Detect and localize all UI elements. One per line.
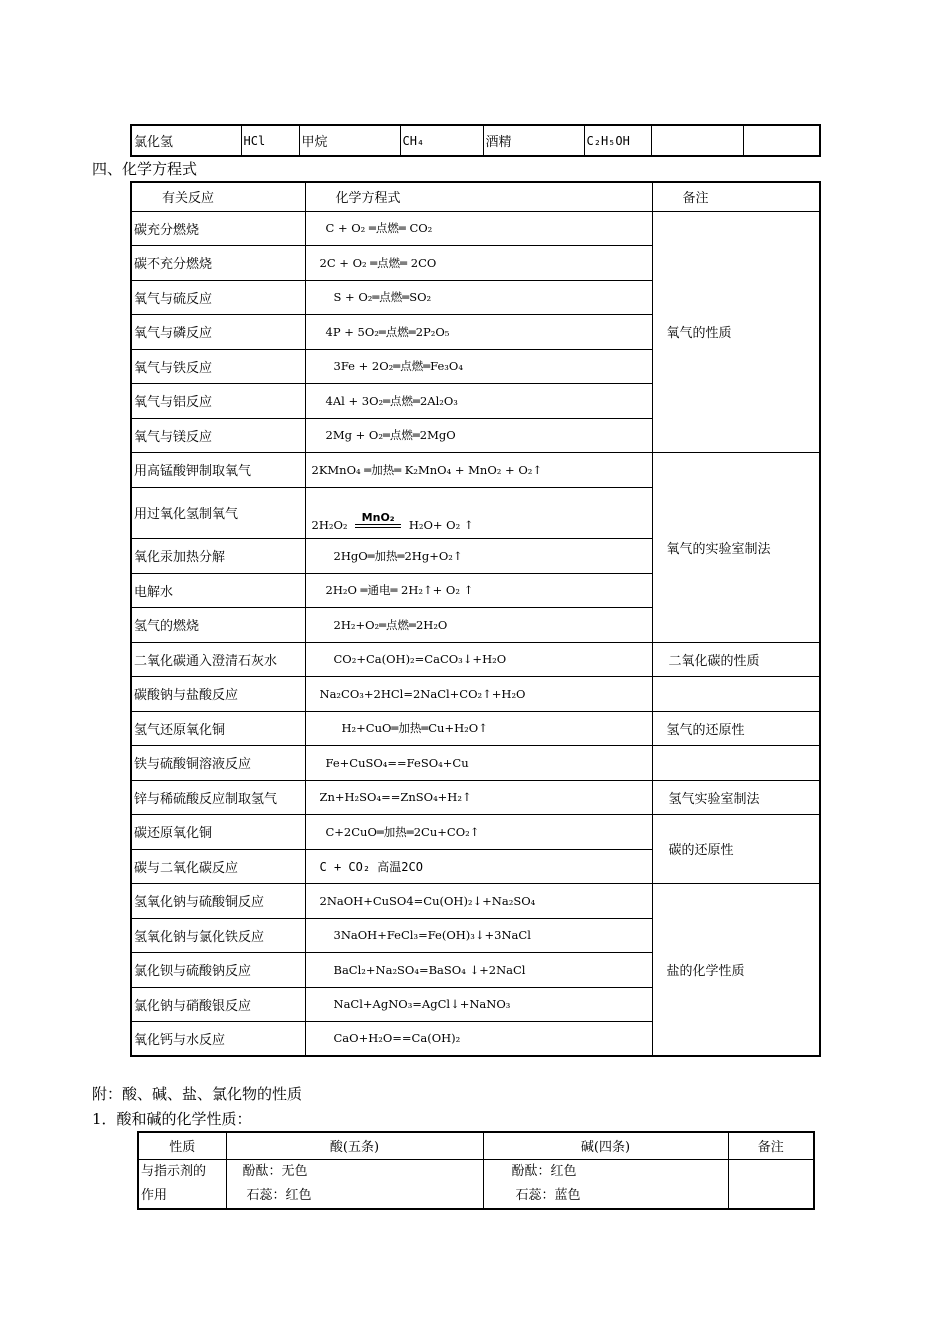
header-reaction: 有关反应 xyxy=(131,182,305,211)
equation: 2H₂+O₂═点燃═2H₂O xyxy=(305,607,652,642)
eq-right: H₂O+ O₂ ↑ xyxy=(408,517,474,532)
reaction-name: 碳充分燃烧 xyxy=(131,211,305,245)
table-cell xyxy=(743,125,820,156)
acid-line: 石蕊：红色 xyxy=(246,1187,312,1203)
table-row xyxy=(131,211,820,245)
reaction-name: 碳酸钠与盐酸反应 xyxy=(131,676,305,711)
equation: S + O₂═点燃═SO₂ xyxy=(305,280,652,314)
header-acid: 酸(五条) xyxy=(226,1132,483,1159)
reaction-name: 氢氧化钠与硫酸铜反应 xyxy=(131,883,305,918)
reaction-name: 碳还原氧化铜 xyxy=(131,814,305,849)
catalyst-marker xyxy=(355,512,401,532)
note-salt-props: 盐的化学性质 xyxy=(652,883,820,1056)
section-title: 四、化学方程式 xyxy=(92,160,198,178)
acid-base-table xyxy=(137,1131,815,1210)
table-header-row xyxy=(131,182,820,211)
table-cell: 甲烷 xyxy=(299,125,400,156)
note-h2-reducing: 氢气的还原性 xyxy=(652,711,820,745)
note-co2-props: 二氧化碳的性质 xyxy=(652,642,820,676)
reaction-name: 氧化汞加热分解 xyxy=(131,538,305,573)
equation: BaCl₂+Na₂SO₄=BaSO₄ ↓+2NaCl xyxy=(305,952,652,987)
reaction-name: 氢气还原氧化铜 xyxy=(131,711,305,745)
equation-table xyxy=(130,181,821,1057)
double-line-icon xyxy=(355,524,401,528)
property-cell xyxy=(138,1159,226,1209)
equation: Zn+H₂SO₄==ZnSO₄+H₂↑ xyxy=(305,780,652,814)
base-line: 酚酞：红色 xyxy=(511,1163,577,1179)
equation: 4P + 5O₂═点燃═2P₂O₅ xyxy=(305,314,652,349)
note-empty xyxy=(652,676,820,711)
appendix-title: 附：酸、碱、盐、氯化物的性质 xyxy=(92,1085,303,1103)
header-notes: 备注 xyxy=(728,1132,814,1159)
table-row xyxy=(131,125,820,156)
equation: C + O₂ ═点燃═ CO₂ xyxy=(305,211,652,245)
note-cell xyxy=(728,1159,814,1209)
note-h2-lab: 氢气实验室制法 xyxy=(652,780,820,814)
note-c-reducing: 碳的还原性 xyxy=(652,814,820,883)
equation: CO₂+Ca(OH)₂=CaCO₃↓+H₂O xyxy=(305,642,652,676)
equation: Na₂CO₃+2HCl=2NaCl+CO₂↑+H₂O xyxy=(305,676,652,711)
reaction-name: 氧气与铁反应 xyxy=(131,349,305,383)
reaction-name: 氢氧化钠与氯化铁反应 xyxy=(131,918,305,952)
header-notes: 备注 xyxy=(652,182,820,211)
equation: C+2CuO═加热═2Cu+CO₂↑ xyxy=(305,814,652,849)
table-cell: 酒精 xyxy=(483,125,584,156)
note-oxygen-lab: 氧气的实验室制法 xyxy=(652,452,820,642)
acid-cell xyxy=(226,1159,483,1209)
reaction-name: 氧气与磷反应 xyxy=(131,314,305,349)
reaction-name: 氯化钠与硝酸银反应 xyxy=(131,987,305,1021)
table-cell: CH₄ xyxy=(400,125,483,156)
reaction-name: 氧气与镁反应 xyxy=(131,418,305,452)
reaction-name: 碳不充分燃烧 xyxy=(131,245,305,280)
table-row xyxy=(131,642,820,676)
reaction-name: 二氧化碳通入澄清石灰水 xyxy=(131,642,305,676)
reaction-name: 电解水 xyxy=(131,573,305,607)
note-empty xyxy=(652,745,820,780)
table-row xyxy=(131,883,820,918)
base-cell xyxy=(483,1159,728,1209)
equation: 2KMnO₄ ═加热═ K₂MnO₄ + MnO₂ + O₂↑ xyxy=(305,452,652,487)
table-row xyxy=(131,676,820,711)
equation: 4Al + 3O₂═点燃═2Al₂O₃ xyxy=(305,383,652,418)
subsection-title: 1．酸和碱的化学性质： xyxy=(92,1110,252,1128)
property-line: 与指示剂的 xyxy=(141,1163,207,1179)
note-oxygen-props: 氧气的性质 xyxy=(652,211,820,452)
table-row xyxy=(131,745,820,780)
table-header-row xyxy=(138,1132,814,1159)
table-cell: HCl xyxy=(241,125,299,156)
equation: 2H₂O ═通电═ 2H₂↑+ O₂ ↑ xyxy=(305,573,652,607)
equation: 2HgO═加热═2Hg+O₂↑ xyxy=(305,538,652,573)
property-line: 作用 xyxy=(141,1187,168,1203)
table-row xyxy=(131,780,820,814)
table-cell xyxy=(651,125,743,156)
reaction-name: 氧化钙与水反应 xyxy=(131,1021,305,1056)
reaction-name: 锌与稀硫酸反应制取氢气 xyxy=(131,780,305,814)
reaction-name: 氧气与硫反应 xyxy=(131,280,305,314)
equation: 2C + O₂ ═点燃═ 2CO xyxy=(305,245,652,280)
equation: CaO+H₂O==Ca(OH)₂ xyxy=(305,1021,652,1056)
substance-table xyxy=(130,124,821,157)
table-row xyxy=(131,452,820,487)
table-cell: C₂H₅OH xyxy=(584,125,651,156)
reaction-name: 氧气与铝反应 xyxy=(131,383,305,418)
catalyst-label: MnO₂ xyxy=(361,510,395,524)
table-cell: 氯化氢 xyxy=(131,125,241,156)
equation: 2NaOH+CuSO4=Cu(OH)₂↓+Na₂SO₄ xyxy=(305,883,652,918)
equation xyxy=(305,487,652,538)
equation: NaCl+AgNO₃=AgCl↓+NaNO₃ xyxy=(305,987,652,1021)
base-line: 石蕊：蓝色 xyxy=(515,1187,581,1203)
reaction-name: 用高锰酸钾制取氧气 xyxy=(131,452,305,487)
reaction-name: 用过氧化氢制氧气 xyxy=(131,487,305,538)
equation: 3Fe + 2O₂═点燃═Fe₃O₄ xyxy=(305,349,652,383)
equation: H₂+CuO═加热═Cu+H₂O↑ xyxy=(305,711,652,745)
acid-line: 酚酞：无色 xyxy=(242,1163,308,1179)
header-base: 碱(四条) xyxy=(483,1132,728,1159)
equation: 3NaOH+FeCl₃=Fe(OH)₃↓+3NaCl xyxy=(305,918,652,952)
header-equation: 化学方程式 xyxy=(305,182,652,211)
reaction-name: 氢气的燃烧 xyxy=(131,607,305,642)
header-property: 性质 xyxy=(138,1132,226,1159)
equation: 2Mg + O₂═点燃═2MgO xyxy=(305,418,652,452)
reaction-name: 氯化钡与硫酸钠反应 xyxy=(131,952,305,987)
table-row xyxy=(138,1159,814,1209)
table-row xyxy=(131,711,820,745)
equation: C + CO₂ 高温2CO xyxy=(305,849,652,883)
table-row xyxy=(131,814,820,849)
reaction-name: 碳与二氧化碳反应 xyxy=(131,849,305,883)
reaction-name: 铁与硫酸铜溶液反应 xyxy=(131,745,305,780)
eq-left: 2H₂O₂ xyxy=(311,517,348,532)
equation: Fe+CuSO₄==FeSO₄+Cu xyxy=(305,745,652,780)
